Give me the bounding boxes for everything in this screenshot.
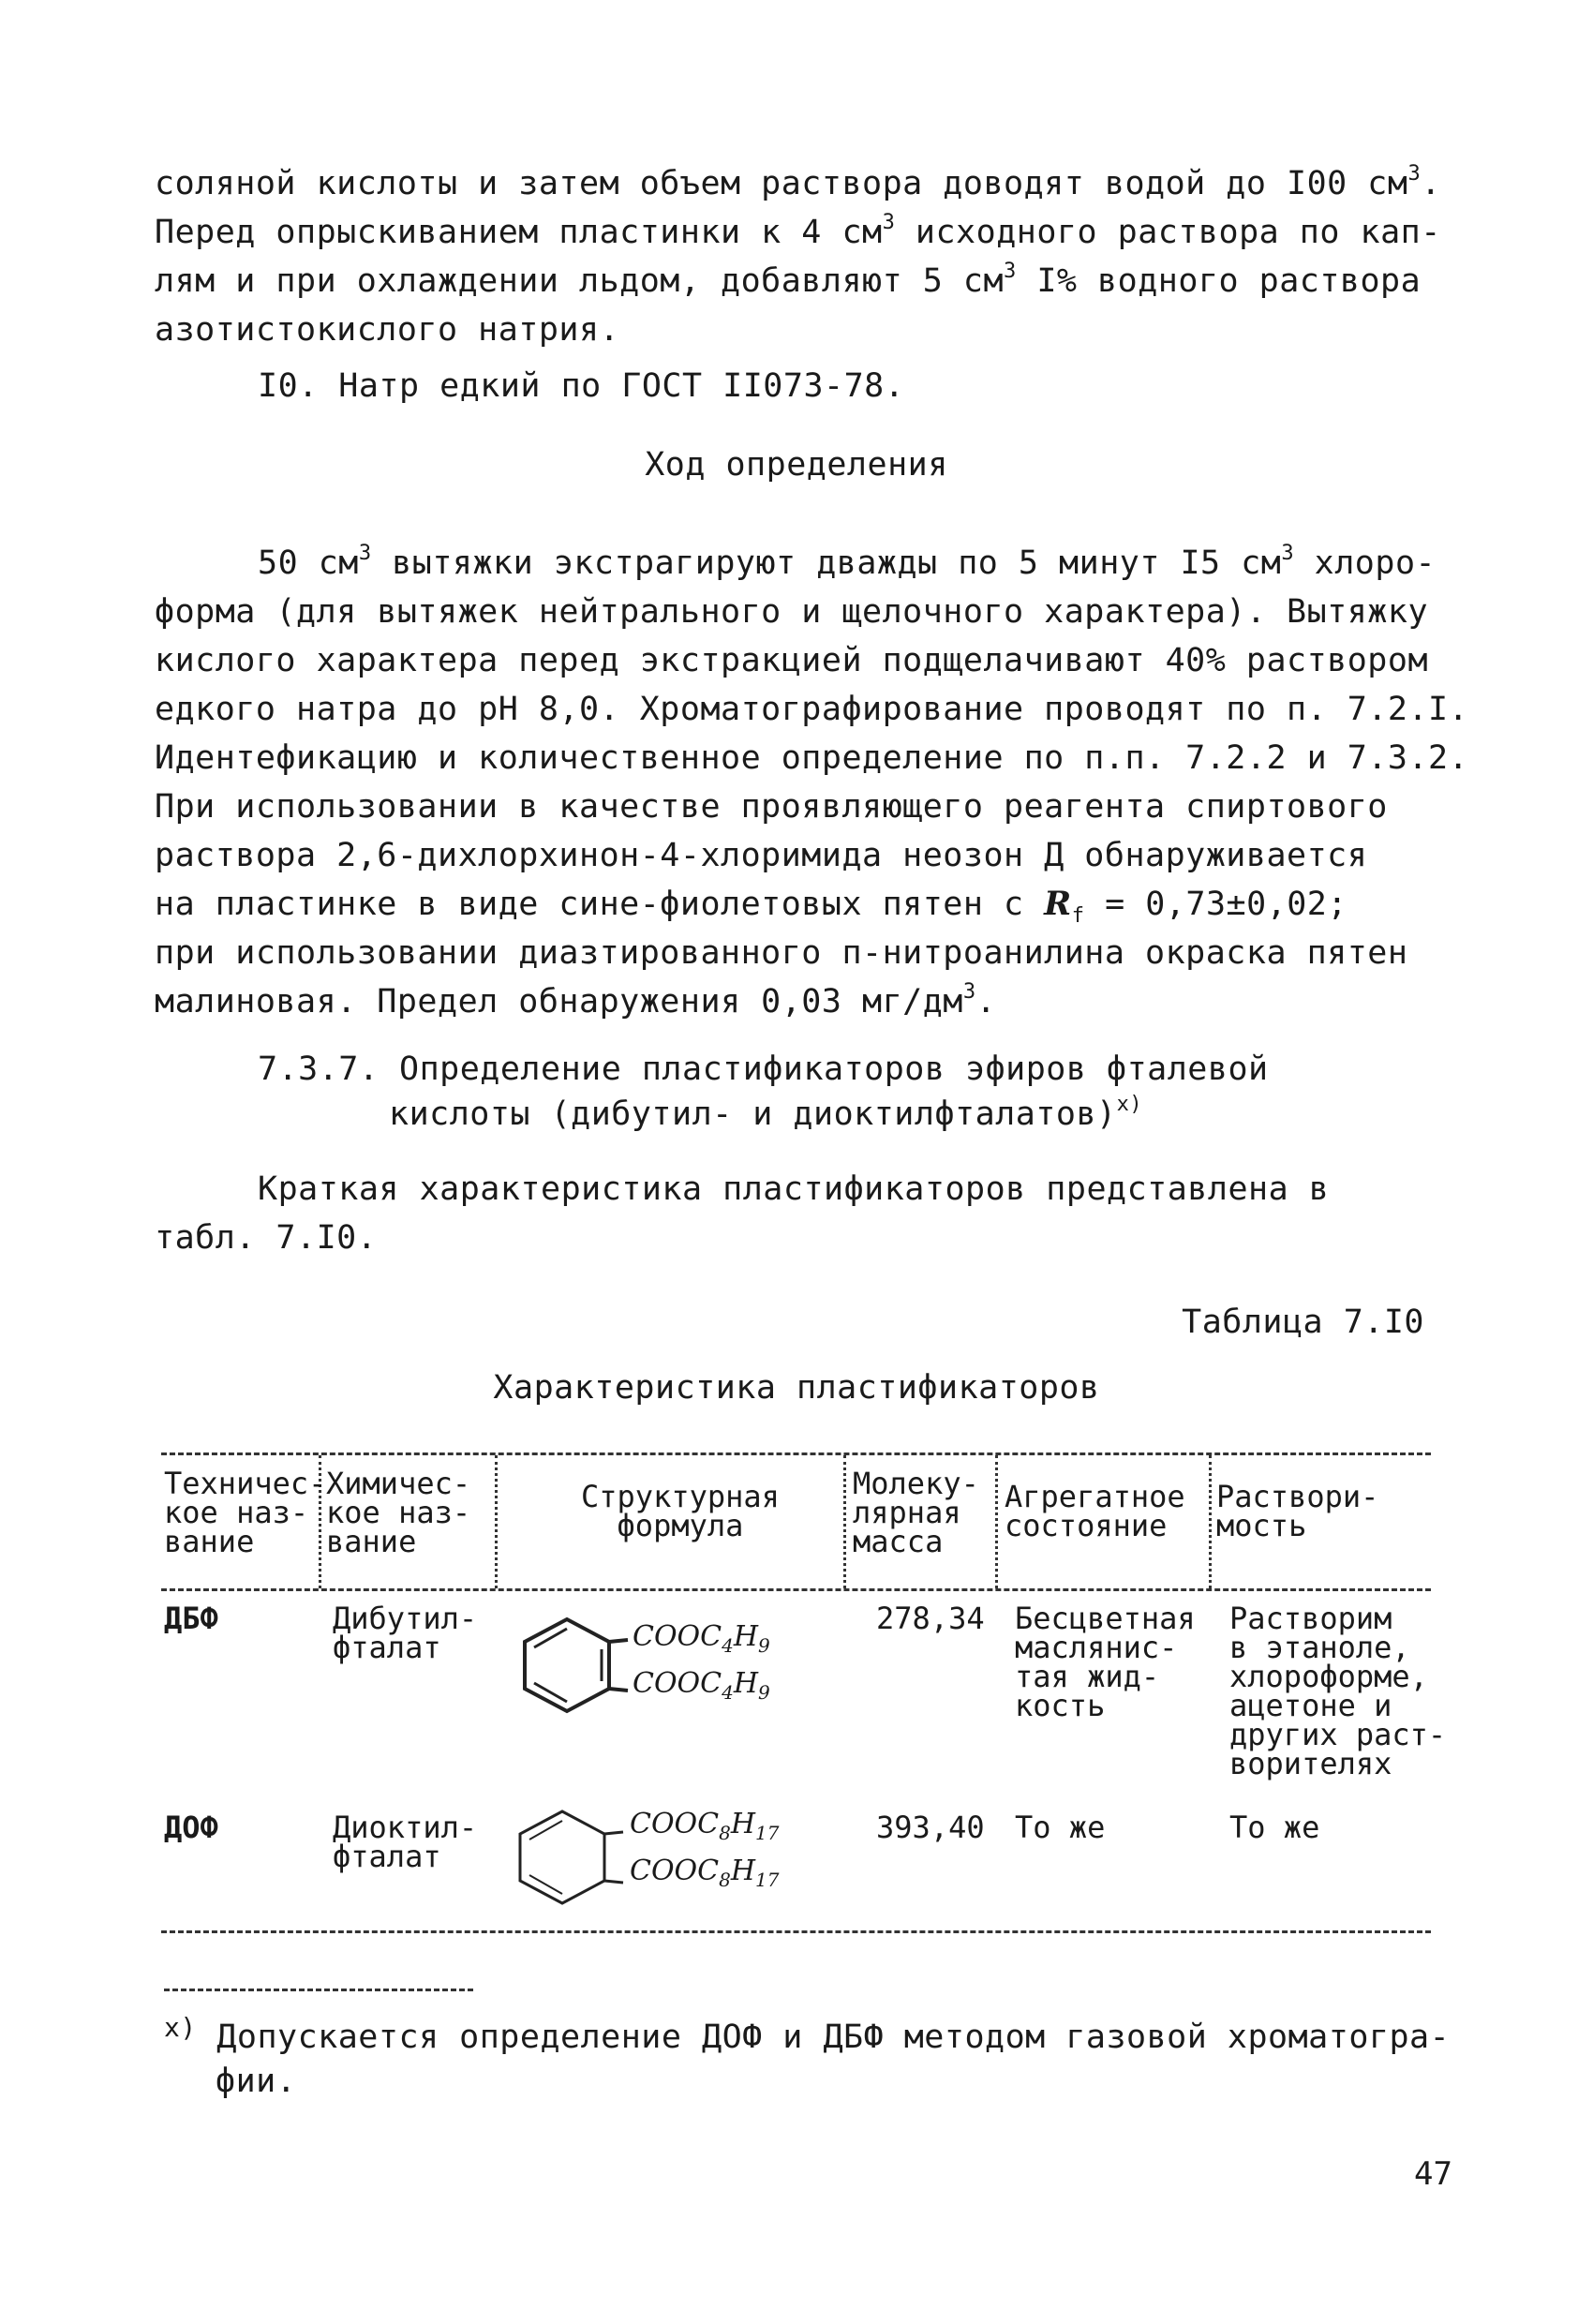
table-rule-top	[161, 1452, 1431, 1455]
column-header: Структурная формула	[581, 1479, 780, 1543]
column-divider	[843, 1455, 846, 1588]
table-label: Таблица 7.I0	[1182, 1304, 1424, 1341]
page-number: 47	[1414, 2155, 1452, 2193]
column-header: Раствори- мость	[1216, 1479, 1379, 1543]
section-title: кислоты (дибутил- и диоктилфталатов)$^{x)}$	[389, 1093, 1143, 1133]
table-cell: 278,34	[876, 1601, 985, 1636]
section-heading: Ход определения	[645, 446, 948, 484]
table-rule-bottom	[161, 1930, 1431, 1933]
table-cell: Бесцветная маслянис- тая жид- кость	[1015, 1601, 1196, 1723]
text-line: кислого характера перед экстракцией подщелачивают 40% раствором	[155, 642, 1429, 679]
table-cell: Диоктил- фталат	[333, 1810, 478, 1874]
table-cell: То же	[1015, 1810, 1106, 1845]
table-cell: Дибутил- фталат	[333, 1601, 478, 1665]
section-title: 7.3.7. Определение пластификаторов эфиров фталевой	[258, 1050, 1269, 1088]
column-header: Агрегатное состояние	[1005, 1479, 1185, 1543]
text-line: малиновая. Предел обнаружения 0,03 $мг/дм^3$.	[155, 980, 997, 1020]
text-line: азотистокислого натрия.	[155, 311, 620, 349]
text-line: Перед опрыскиванием пластинки к 4 $см^3$ исходного раствора по кап-	[155, 211, 1441, 251]
benzene-ring-icon	[506, 1804, 628, 1916]
text-line: форма (для вытяжек нейтрального и щелочного характера). Вытяжку	[155, 593, 1429, 631]
text-line: лям и при охлаждении льдом, добавляют 5 $см^3$ I% водного раствора	[155, 260, 1422, 300]
column-header: Химичес- кое наз- вание	[326, 1466, 471, 1559]
table-cell: ДБФ	[164, 1601, 218, 1636]
column-header: Техничес- кое наз- вание	[164, 1466, 327, 1559]
formula-group: $COOC_8H_{17}$	[630, 1855, 780, 1891]
footnote-text: фии.	[216, 2063, 297, 2100]
table-cell: 393,40	[876, 1810, 985, 1845]
text-line: При использовании в качестве проявляющего реагента спиртового	[155, 788, 1388, 826]
column-divider	[995, 1455, 998, 1588]
text-line: Идентефикацию и количественное определение по п.п. 7.2.2 и 7.3.2.	[155, 739, 1469, 777]
text-line: едкого натра до pH 8,0. Хроматографирование проводят по п. 7.2.I.	[155, 691, 1469, 728]
table-rule-header	[161, 1588, 1431, 1591]
column-divider	[495, 1455, 498, 1588]
formula-group: $COOC_8H_{17}$	[630, 1808, 780, 1844]
text-line: на пластинке в виде сине-фиолетовых пятен с $R_f = 0,73\pm 0,02$;	[155, 885, 1347, 928]
formula-group: $COOC_4H_9$	[633, 1667, 770, 1704]
benzene-ring-icon	[511, 1612, 633, 1724]
column-header: Молеку- лярная масса	[853, 1466, 979, 1559]
table-cell: То же	[1229, 1810, 1320, 1845]
text-line: 50 $см^3$ вытяжки экстрагируют дважды по 5 минут I5 $см^3$ хлоро-	[258, 542, 1437, 582]
column-divider	[1209, 1455, 1212, 1588]
text-line: при использовании диазтированного п-нитроанилина окраска пятен	[155, 934, 1408, 972]
text-line: соляной кислоты и затем объем раствора доводят водой до I00 $см^3$.	[155, 162, 1441, 202]
table-cell: ДОФ	[164, 1810, 218, 1845]
list-item: I0. Натр едкий по ГОСТ II073-78.	[258, 367, 905, 405]
footnote-separator	[164, 1989, 473, 1991]
text-line: табл. 7.I0.	[155, 1219, 378, 1257]
formula-group: $COOC_4H_9$	[633, 1620, 770, 1657]
table-caption: Характеристика пластификаторов	[493, 1369, 1100, 1407]
text-line: раствора 2,6-дихлорхинон-4-хлоримида неозон Д обнаруживается	[155, 837, 1368, 874]
text-line: Краткая характеристика пластификаторов представлена в	[258, 1170, 1330, 1208]
table-cell: Растворим в этаноле, хлороформе, ацетоне и других раст- ворителях	[1229, 1601, 1447, 1781]
footnote-text: $^{x)}$ Допускается определение ДОФ и ДБФ методом газовой хроматогра-	[164, 2012, 1451, 2056]
